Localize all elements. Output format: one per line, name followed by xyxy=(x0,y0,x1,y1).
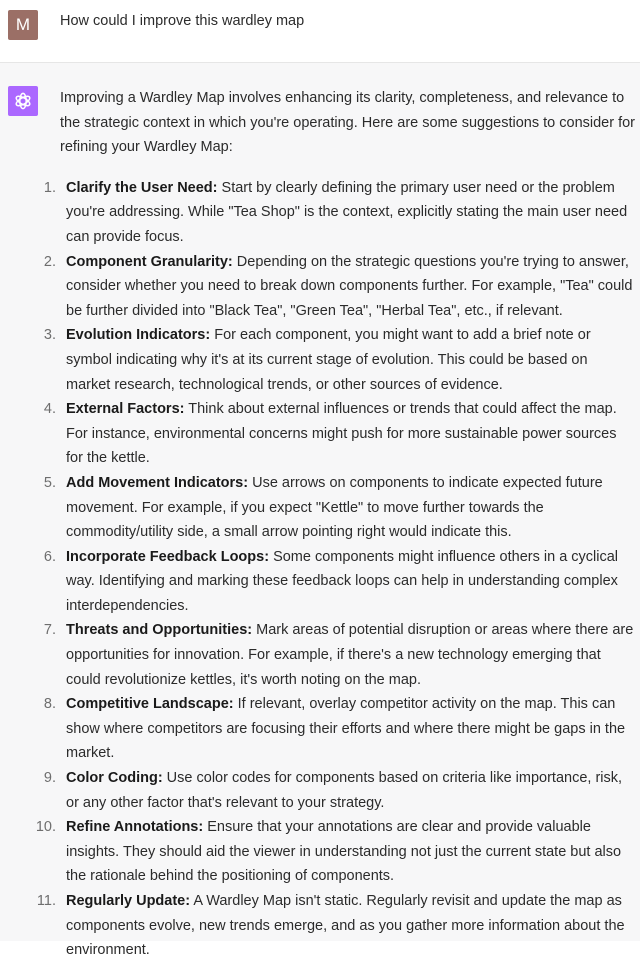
suggestion-number: 3. xyxy=(43,327,56,344)
suggestion-title: Incorporate Feedback Loops: xyxy=(66,548,270,565)
suggestion-title: Refine Annotations: xyxy=(66,819,204,836)
suggestion-text: Depending on the strategic questions you're trying to answer, consider whether you need to break down components further. For example, "Tea" could be further divided into "Black Tea", "Green Tea", "Herbal Tea", etc., if relevant. xyxy=(66,253,633,319)
suggestion-number: 7. xyxy=(43,622,56,639)
suggestion-text: Use color codes for components based on criteria like importance, risk, or any other factor that's relevant to your strategy. xyxy=(66,770,623,811)
suggestion-title: Color Coding: xyxy=(66,770,163,787)
suggestion-item xyxy=(35,815,635,889)
suggestion-number: 8. xyxy=(43,696,56,713)
suggestion-number: 4. xyxy=(43,401,56,418)
assistant-avatar xyxy=(8,86,38,116)
suggestion-number: 6. xyxy=(43,548,56,565)
suggestion-item xyxy=(43,766,635,815)
suggestion-item xyxy=(36,889,635,963)
suggestion-text: Ensure that your annotations are clear and provide valuable insights. They should aid the viewer in understanding not just the current state but also the rationale behind the positioning of components. xyxy=(66,819,622,885)
suggestion-number: 2. xyxy=(43,253,56,270)
answer-intro: Improving a Wardley Map involves enhancing its clarity, completeness, and relevance to the strategic context in which you're operating. Here are some suggestions to consider for refining your Wardley Map: xyxy=(60,90,636,156)
assistant-message-content xyxy=(35,86,636,963)
suggestion-title: Threats and Opportunities: xyxy=(66,622,253,639)
suggestion-text: Start by clearly defining the primary user need or the problem you're addressing. While "Tea Shop" is the context, explicitly stating the main user need can provide focus. xyxy=(66,179,628,245)
suggestion-text: Mark areas of potential disruption or areas where there are opportunities for innovation. For example, if there's a new technology emerging that could revolutionize kettles, it's worth noting on the map. xyxy=(66,622,634,688)
suggestion-number: 9. xyxy=(43,770,56,787)
suggestion-title: Clarify the User Need: xyxy=(66,179,218,196)
suggestion-item xyxy=(43,618,635,692)
suggestion-number: 11. xyxy=(36,893,56,909)
suggestion-text: Use arrows on components to indicate expected future movement. For example, if you expect "Kettle" to move further towards the commodity/utility side, a small arrow pointing right would indicate this. xyxy=(66,474,603,541)
suggestion-item xyxy=(43,323,635,397)
suggestion-number: 10. xyxy=(35,819,56,836)
suggestion-item xyxy=(43,692,635,766)
suggestion-title: Evolution Indicators: xyxy=(66,327,211,344)
suggestion-number: 5. xyxy=(43,474,56,491)
suggestion-text: If relevant, overlay competitor activity on the map. This can show where competitors are focusing their efforts and where there might be gaps in the market. xyxy=(66,696,626,762)
suggestion-item xyxy=(43,176,635,250)
suggestion-text: For each component, you might want to add a brief note or symbol indicating why it's at its current stage of evolution. This could be based on market research, technological trends, or other sources of evidence. xyxy=(66,327,591,393)
suggestion-title: Competitive Landscape: xyxy=(66,696,234,713)
suggestion-number: 1. xyxy=(43,179,56,196)
suggestion-item xyxy=(43,471,635,545)
suggestion-title: External Factors: xyxy=(66,401,185,418)
suggestion-item xyxy=(43,250,635,324)
suggestions-list xyxy=(35,176,635,963)
suggestion-text: Some components might influence others in a cyclical way. Identifying and marking these feedback loops can help in understanding complex interdependencies. xyxy=(66,548,619,614)
user-message-row xyxy=(0,0,640,62)
suggestion-text: A Wardley Map isn't static. Regularly revisit and update the map as components evolve, new trends emerge, and as you gather more information about the environment. xyxy=(66,893,625,959)
user-avatar: M xyxy=(8,10,38,40)
suggestion-title: Regularly Update: xyxy=(66,893,191,909)
suggestion-title: Add Movement Indicators: xyxy=(66,474,249,491)
suggestion-item xyxy=(43,397,635,471)
user-message-text: How could I improve this wardley map xyxy=(60,13,305,29)
suggestion-text: Think about external influences or trends that could affect the map. For instance, environmental concerns might push for more sustainable power sources for the kettle. xyxy=(66,401,617,467)
suggestion-title: Component Granularity: xyxy=(66,253,233,270)
suggestion-item xyxy=(43,545,635,619)
openai-logo-icon xyxy=(13,91,33,111)
